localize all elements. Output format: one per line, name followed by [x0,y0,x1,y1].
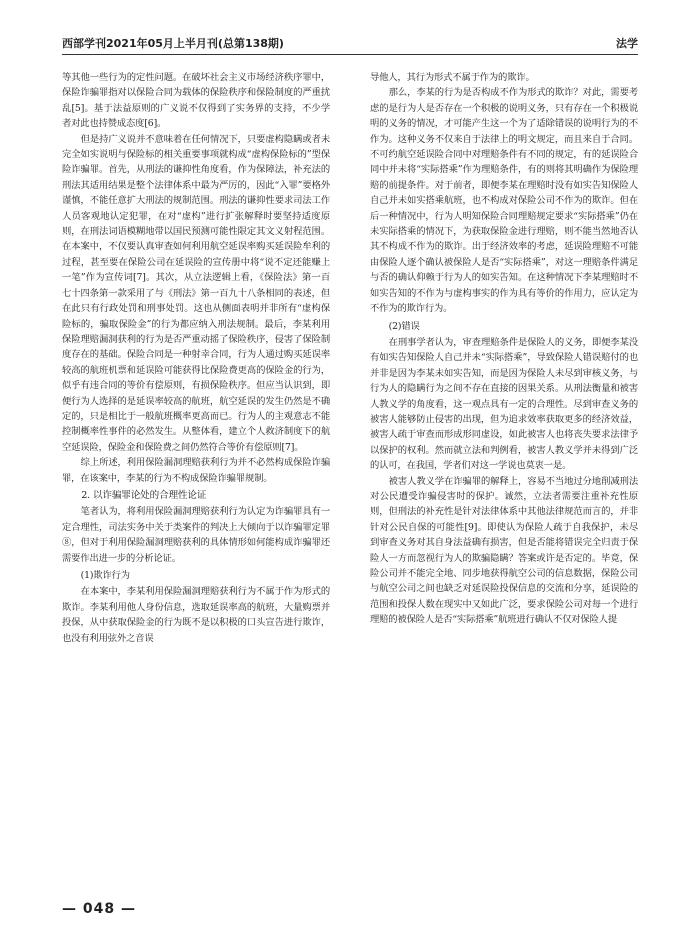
page-number: — 048 — [62,901,136,917]
running-header [62,32,638,55]
journal-issue-label: 西部学刊2021年05月上半月刊(总第138期) [62,37,284,50]
body-paragraph: 那么，李某的行为是否构成不作为形式的欺诈？对此，需要考虑的是行为人是否存在一个积极的说明义务，只有存在一个积极说明的义务的情况，才可能产生这一个为了适除错误的说明行为的不作为。这种义务不仅来自于法律上的明文规定，而且来自于合同。不可约航空延误险合同中对理赔条件有不同的规定，有的延误险合同中并未将“实际搭乘”作为理赔条件，有的则将其明确作为保险理赔的前提条件。对于前者，即便李某在理赔时没有如实告知保险人自己并未如实搭乘航班，也不构成对保险公司不作为的欺诈。但在后一种情况中，行为人明知保险合同理赔规定要求“实际搭乘”仍在未实际搭乘的情况下，为获取保险金进行理赔，则不能当然地否认其不构成不作为的欺诈。出于经济效率的考虑，延误险理赔不可能由保险人逐个确认被保险人是否“实际搭乘”，对这一理赔条件满足与否的确认仰赖于行为人的如实告知。在这种情况下李某理赔时不如实告知的不作为与虚构事实的作为具有等价的作用力，应认定为不作为的欺诈行为。 [370,87,638,315]
body-paragraph: 但是持广义说并不意味着在任何情况下，只要虚构隐瞒或者未完全如实说明与保险标的相关重要事项就构成“虚构保险标的”型保险诈骗罪。首先，从刑法的谦抑性角度看，作为保障法，补充法的刑法其适用结果是整个法律体系中最为严厉的，因此“入罪”要格外谨慎，不能任意扩大刑法的规制范围。刑法的谦抑性要求司法工作人员客观地认定犯罪，在对“虚构”进行扩张解释时要坚持适度原则，在刑法词语模糊地带以国民预测可能性限定其文义射程范围。在本案中，不仅要认真审查如何利用航空延误率购买延误险牟利的过程，甚至要在保险公司在延误险的宣传册中将“说不定还能赚上一笔”作为宣传词[7]。其次，从立法逻辑上看，《保险法》第一百七十四条第一款采用了与《刑法》第一百九十八条相同的表述，但在此只有行政处罚和刑事处罚。这也从侧面表明并非所有“虚构保险标的，骗取保险金”的行为都应纳入刑法规制。最后，李某利用保险理赔漏洞获利的行为是否严重动摇了保险秩序，侵害了保险制度存在的基础。保险合同是一种射幸合同，行为人通过购买延误率较高的航班机票和延误险可能获得比保险费更高的保险金的行为，似乎有违合同的等价有偿原则，有损保险秩序。但应当认识到，即便行为人选择的是延误率较高的航班，航空延误的发生仍然是不确定的，只是相比于一般航班概率更高而已。行为人的主观意志不能控制概率性事件的必然发生。从整体看，建立个人救济制度下的航空延误险，保险金和保险费之间仍然符合等价有偿原则[7]。 [62,133,330,453]
left-text-column [62,70,330,646]
body-paragraph: 导他人，其行为形式不属于作为的欺诈。 [370,72,535,83]
body-paragraph: 笔者认为，将利用保险漏洞理赔获利行为认定为诈骗罪具有一定合理性，司法实务中关于类案件的判决上大倾向于以诈骗罪定罪⑧，但对于利用保险漏洞理赔获利的具体情形如何能构成诈骗罪还需要作出进一步的分析论证。 [62,506,330,564]
body-paragraph: 综上所述，利用保险漏洞理赔获利行为并不必然构成保险诈骗罪，在该案中，李某的行为不构成保险诈骗罪规制。 [62,457,330,484]
section-heading: 2. 以诈骗罪论处的合理性论证 [81,489,207,501]
body-paragraph: 被害人教义学在诈骗罪的解释上，容易不当地过分地削减刑法对公民遭受诈骗侵害时的保护。诚然，立法者需要注重补充性原则，但刑法的补充性是针对法律体系中其他法律规范而言的，并非针对公民自保的可能性[9]。即使认为保险人疏于自我保护，未尽到审查义务对其自身法益确有损害，但是否能将错误完全归责于保险人一方而忽视行为人的欺骗隐瞒？答案或许是否定的。毕竟，保险公司并不能完全地、同步地获得航空公司的信息数据，保险公司与航空公司之间也缺乏对延误险投保信息的交流和分享，延误险的范围和投保人数在现实中又如此广泛，要求保险公司对每一个进行理赔的被保险人是否“实际搭乘”航班进行确认不仅对保险人提 [370,475,638,626]
right-text-column [370,70,638,628]
section-label: 法学 [616,37,638,50]
section-heading: (1)欺诈行为 [80,570,130,581]
body-paragraph: 在本案中，李某利用保险漏洞理赔获利行为不属于作为形式的欺诈。李某利用他人身份信息，选取延误率高的航班，大量购票并投保，从中获取保险金的行为既不是以积极的口头宣告进行欺诈，也没有利用弦外之音误 [62,586,330,644]
body-paragraph: 等其他一些行为的定性问题。在破坏社会主义市场经济秩序罪中，保险诈骗罪指对以保险合同为载体的保险秩序和保险制度的严重扰乱[5]。基于法益原则的广义说不仅得到了实务界的支持，不少学者对此也持赞成态度[6]。 [62,72,330,130]
section-heading: (2)错误 [388,320,420,332]
body-paragraph: 在刑事学者认为，审查理赔条件是保险人的义务，即便李某没有如实告知保险人自己并未“实际搭乘”，导致保险人错误赔付的也并非是因为李某未如实告知，而是因为保险人未尽到审核义务，与行为人的隐瞒行为之间不存在直接的因果关系。从刑法衡量和被害人教义学的角度看，这一观点具有一定的合理性。尽到审查义务的被害人能够防止侵害的出现，但为追求效率获取更多的经济效益，被害人疏于审查而形成形同虚设，如此被害人也将丧失要求法律予以保护的权利。然而就立法和判例看，被害人教义学并未得到广泛的认可，在我国，学者们对这一学说也莫衷一是。 [370,336,638,472]
